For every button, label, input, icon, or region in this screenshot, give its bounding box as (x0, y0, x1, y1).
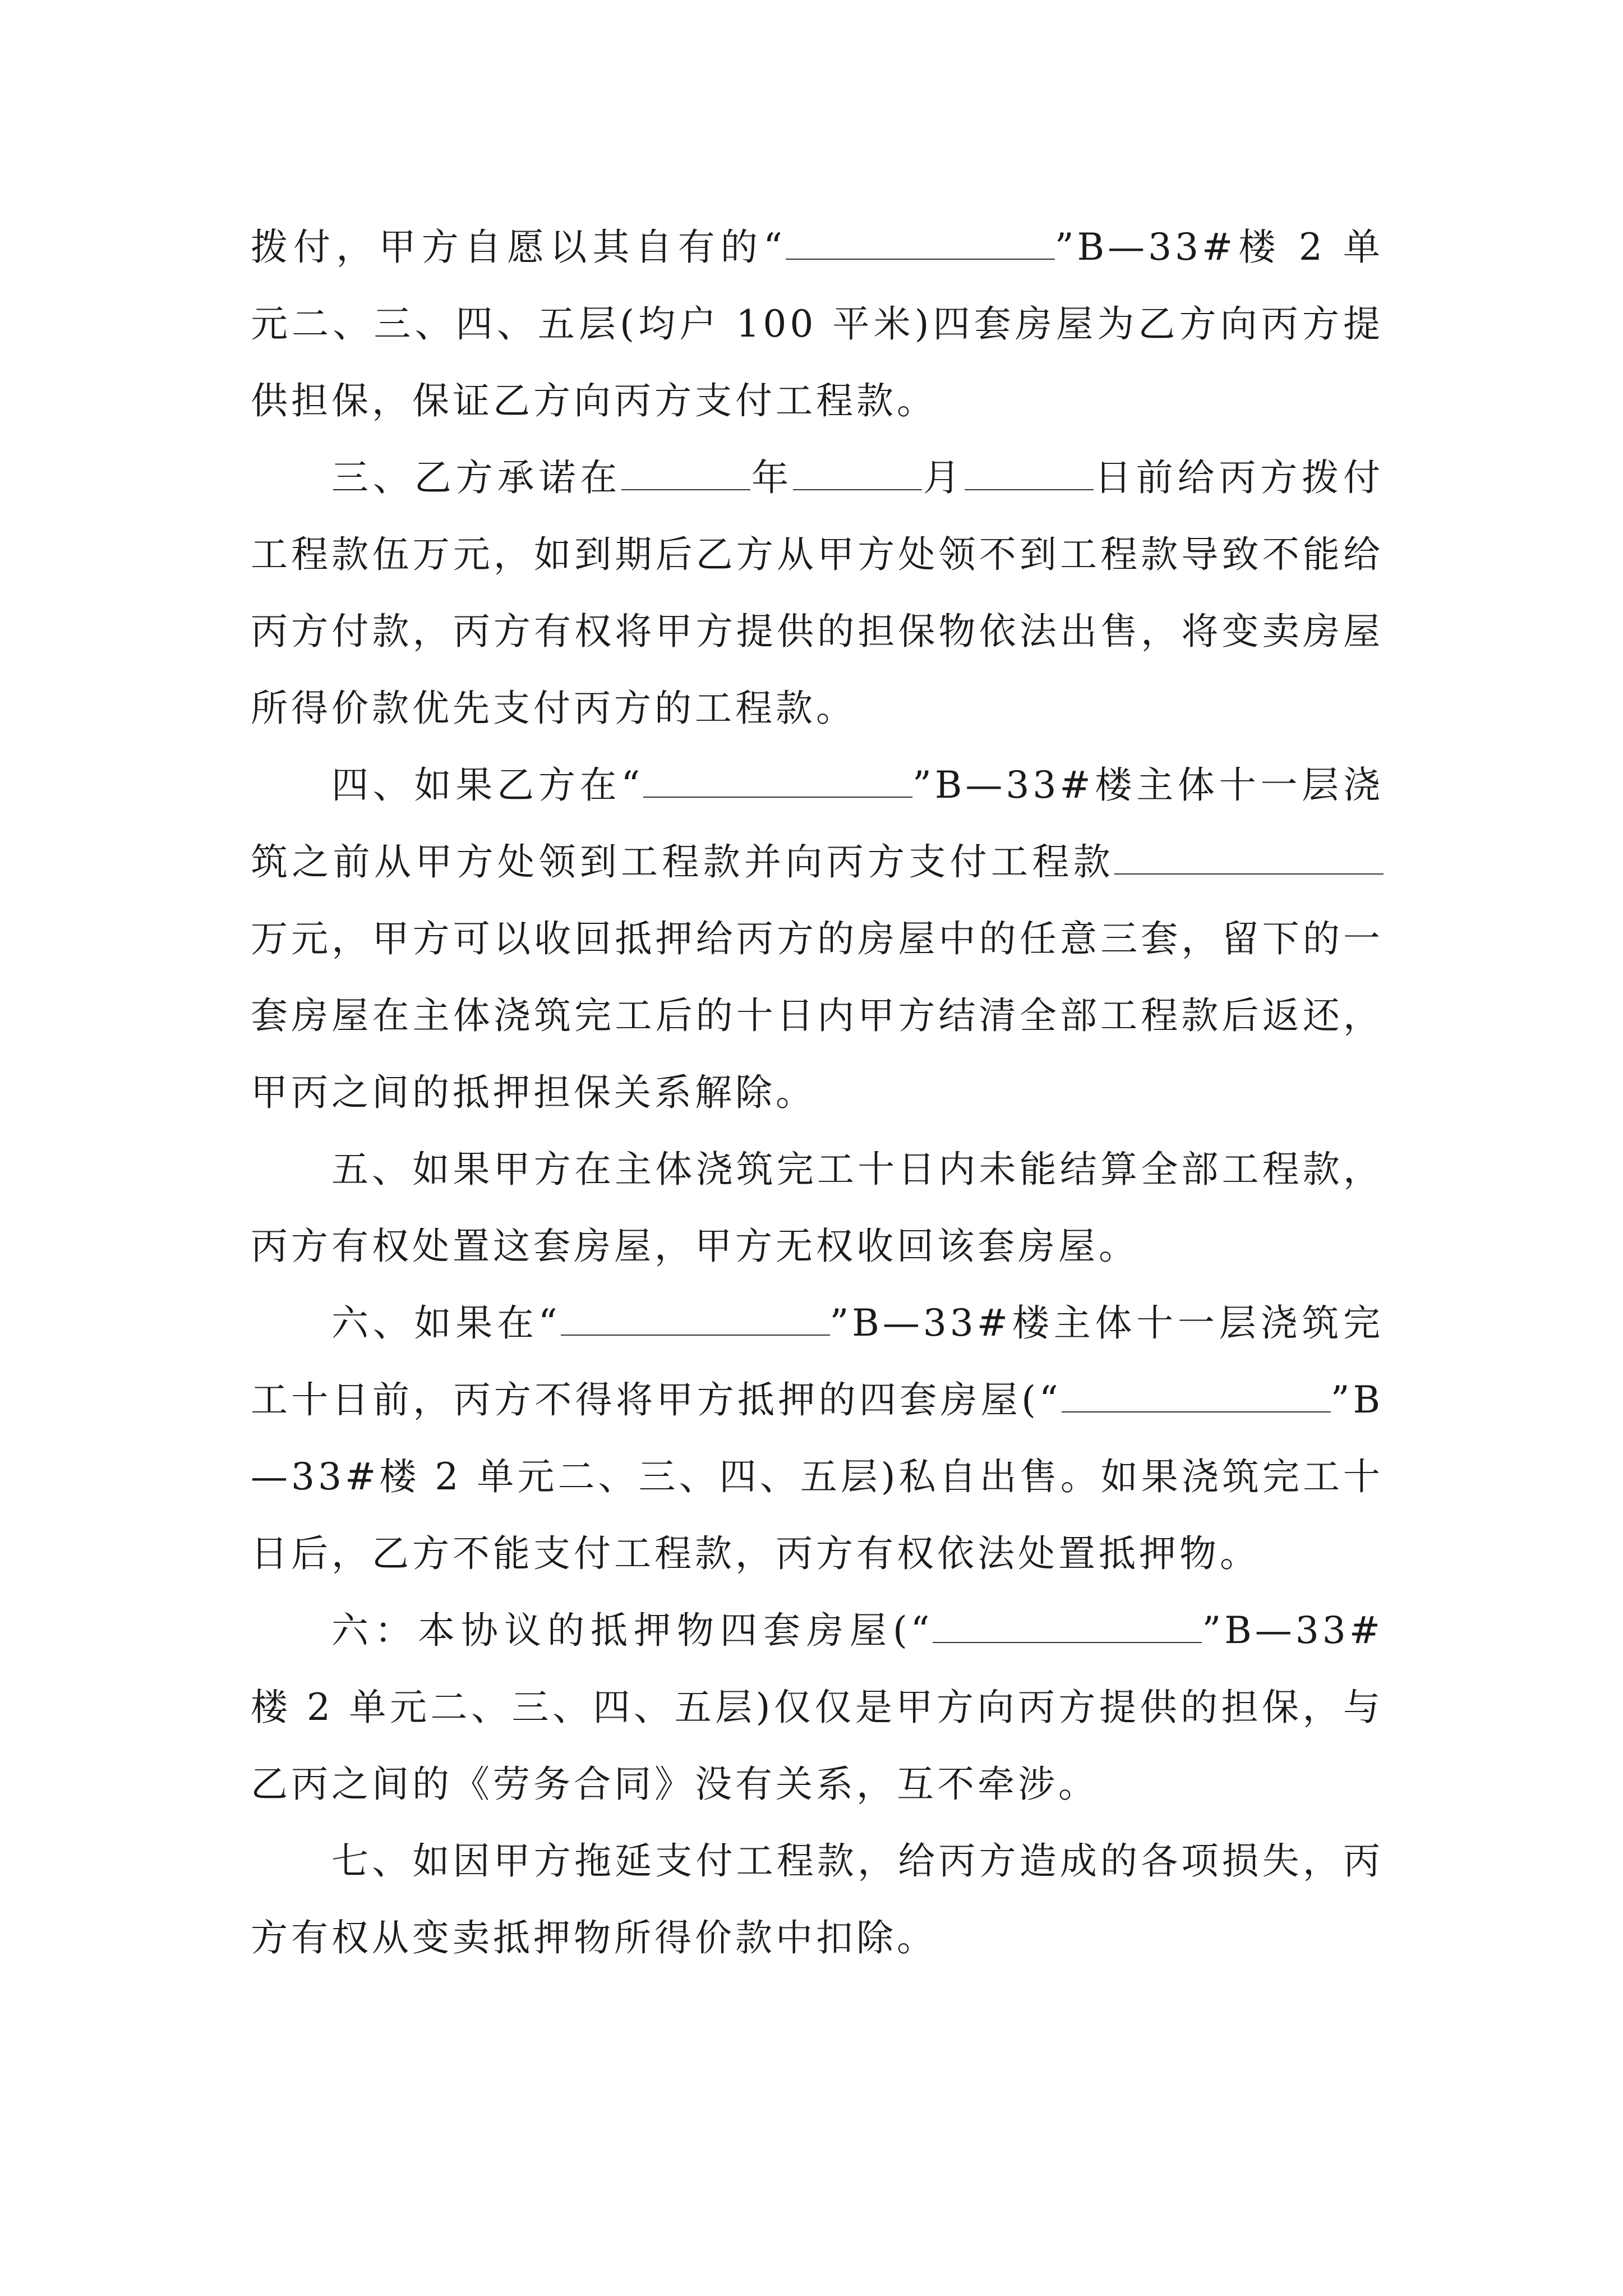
text-segment: 月 (922, 456, 965, 499)
fill-in-blank (793, 459, 922, 490)
fill-in-blank (933, 1612, 1202, 1643)
paragraph-guarantee (251, 209, 1384, 439)
text-segment: ”B—33#楼 2 单元二、三、四、五层(均户 100 平米)四套房屋为乙方向丙方提供担保，保证乙方向丙方支付工程款。 (251, 226, 1384, 422)
text-segment: ”B—33#楼 2 单元二、三、四、五层)私自出售。如果浇筑完工十日后，乙方不能支付工程款，丙方有权依法处置抵押物。 (251, 1378, 1384, 1575)
fill-in-blank (965, 459, 1094, 490)
fill-in-blank (1062, 1381, 1331, 1412)
text-segment: 日前给丙方拨付工程款伍万元，如到期后乙方从甲方处领不到工程款导致不能给丙方付款，丙方有权将甲方提供的担保物依法出售，将变卖房屋所得价款优先支付丙方的工程款。 (251, 456, 1384, 730)
paragraph-clause-6b (251, 1592, 1384, 1823)
text-segment: 万元，甲方可以收回抵押给丙方的房屋中的任意三套，留下的一套房屋在主体浇筑完工后的十日内甲方结清全部工程款后返还，甲丙之间的抵押担保关系解除。 (251, 917, 1384, 1114)
paragraph-clause-6 (251, 1285, 1384, 1592)
fill-in-blank (643, 766, 912, 798)
paragraph-clause-3 (251, 439, 1384, 747)
text-segment: 五、如果甲方在主体浇筑完工十日内未能结算全部工程款，丙方有权处置这套房屋，甲方无权收回该套房屋。 (251, 1148, 1384, 1268)
fill-in-blank (621, 459, 750, 490)
contract-body (251, 209, 1384, 1976)
text-segment: 拨付，甲方自愿以其自有的“ (251, 226, 786, 269)
fill-in-blank (1114, 843, 1384, 875)
text-segment: 七、如因甲方拖延支付工程款，给丙方造成的各项损失，丙方有权从变卖抵押物所得价款中扣除。 (251, 1839, 1384, 1959)
text-segment: 三、乙方承诺在 (331, 456, 622, 499)
paragraph-clause-5 (251, 1131, 1384, 1285)
text-segment: ”B—33#楼 2 单元二、三、四、五层)仅仅是甲方向丙方提供的担保，与乙丙之间的《劳务合同》没有关系，互不牵涉。 (251, 1609, 1384, 1806)
paragraph-clause-4 (251, 747, 1384, 1131)
text-segment: 六、如果在“ (331, 1301, 561, 1345)
text-segment: ”B—33#楼主体十一层浇筑之前从甲方处领到工程款并向丙方支付工程款 (251, 763, 1384, 884)
paragraph-clause-7 (251, 1823, 1384, 1976)
fill-in-blank (786, 228, 1055, 260)
text-segment: ”B—33#楼主体十一层浇筑完工十日前，丙方不得将甲方抵押的四套房屋(“ (251, 1301, 1384, 1421)
text-segment: 年 (750, 456, 794, 499)
text-segment: 六：本协议的抵押物四套房屋(“ (331, 1609, 933, 1652)
text-segment: 四、如果乙方在“ (331, 763, 644, 807)
fill-in-blank (561, 1304, 830, 1336)
